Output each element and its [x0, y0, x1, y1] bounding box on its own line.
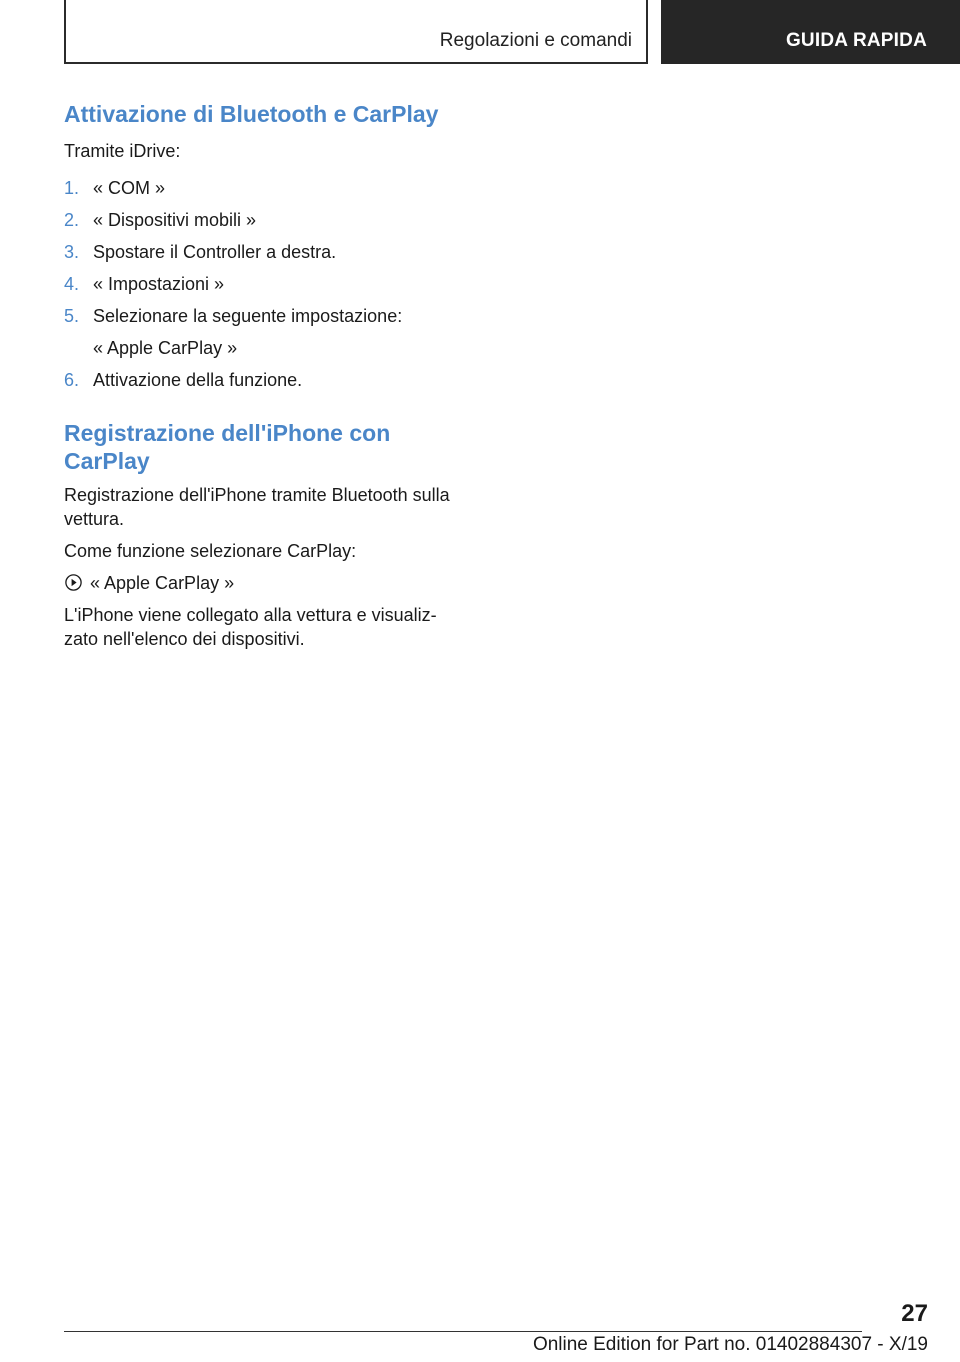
list-item	[64, 368, 484, 392]
text-line: vettura.	[64, 509, 125, 529]
step-text: Spostare il Controller a destra.	[93, 242, 337, 262]
step-number: 6.	[64, 370, 80, 390]
step-number: 2.	[64, 210, 80, 230]
page-content	[64, 100, 484, 651]
header-tab-label: GUIDA RAPIDA	[785, 30, 927, 51]
step-text: Selezionare la seguente impostazione:	[93, 306, 403, 326]
list-item	[64, 304, 484, 328]
header-section-box	[64, 0, 648, 64]
page-number: 27	[901, 1300, 928, 1327]
bullet-item	[64, 571, 484, 595]
step-number: 1.	[64, 178, 80, 198]
text-line: Registrazione dell'iPhone tramite Bluetooth sulla	[64, 485, 450, 505]
step-number: 4.	[64, 274, 80, 294]
section-title-bluetooth: Attivazione di Bluetooth e CarPlay	[64, 101, 439, 127]
list-item	[64, 272, 484, 296]
list-item	[64, 176, 484, 200]
intro-text: Tramite iDrive:	[64, 141, 181, 161]
step-text: « Dispositivi mobili »	[93, 210, 257, 230]
footer-edition-text: Online Edition for Part no. 01402884307 - X/19	[532, 1334, 928, 1355]
footer-divider	[64, 1331, 862, 1332]
step-text: « COM »	[93, 178, 166, 198]
header-tab[interactable]	[661, 0, 960, 64]
list-item	[64, 208, 484, 232]
result-description	[64, 603, 484, 651]
step-number: 3.	[64, 242, 80, 262]
registration-description	[64, 483, 484, 531]
text-line: L'iPhone viene collegato alla vettura e visualiz-	[64, 605, 437, 625]
play-circle-icon	[65, 574, 82, 591]
select-function-text: Come funzione selezionare CarPlay:	[64, 541, 357, 561]
text-line: zato nell'elenco dei dispositivi.	[64, 629, 305, 649]
section-title-line: Registrazione dell'iPhone con	[64, 420, 391, 446]
step-text: « Impostazioni »	[93, 274, 225, 294]
step-text: Attivazione della funzione.	[93, 370, 303, 390]
list-item	[64, 240, 484, 264]
bullet-text: « Apple CarPlay »	[90, 573, 235, 593]
step-sub-option: « Apple CarPlay »	[93, 338, 238, 358]
step-number: 5.	[64, 306, 80, 326]
steps-list	[64, 176, 484, 392]
header-section-title: Regolazioni e comandi	[439, 30, 632, 51]
section-title-line: CarPlay	[64, 448, 150, 474]
section-title-registration	[64, 419, 484, 475]
